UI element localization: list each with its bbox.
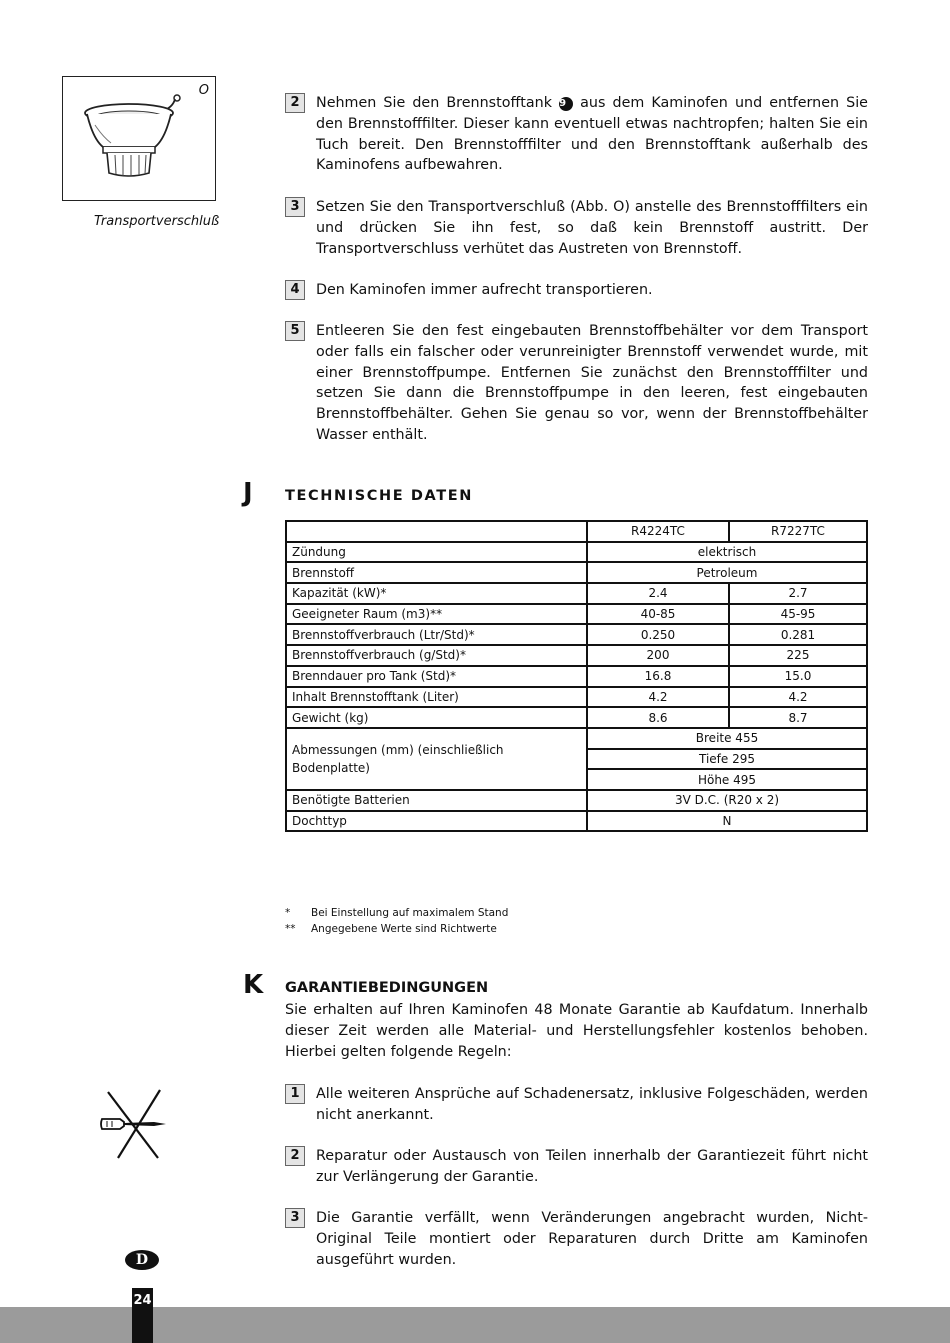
row-value: 200 [587,645,729,666]
row-label: Geeigneter Raum (m3)** [286,604,587,625]
model-header: R7227TC [729,521,867,542]
table-row [286,666,867,687]
row-value: Tiefe 295 [587,749,867,770]
step-number: 1 [285,1084,305,1104]
table-row [286,811,867,832]
row-value: Petroleum [587,562,867,583]
model-header: R4224TC [587,521,729,542]
row-value: 0.281 [729,624,867,645]
table-row [286,728,867,749]
step-number: 3 [285,197,305,217]
row-value: 2.4 [587,583,729,604]
step-item [285,321,868,446]
step-item [285,1084,868,1126]
row-value: 15.0 [729,666,867,687]
step-item [285,197,868,259]
transport-cap-icon [63,77,217,202]
step-number: 3 [285,1208,305,1228]
table-row [286,687,867,708]
row-label: Inhalt Brennstofftank (Liter) [286,687,587,708]
row-value: 3V D.C. (R20 x 2) [587,790,867,811]
row-value: 40-85 [587,604,729,625]
row-label: Zündung [286,542,587,563]
row-label: Gewicht (kg) [286,707,587,728]
footnotes [285,905,508,937]
table-row [286,542,867,563]
step-item [285,280,868,301]
footnote: ** Angegebene Werte sind Richtwerte [285,923,497,935]
table-row [286,645,867,666]
step-item [285,93,868,176]
row-value: 225 [729,645,867,666]
footnote: * Bei Einstellung auf maximalem Stand [285,907,509,919]
row-value: 45-95 [729,604,867,625]
row-value: 2.7 [729,583,867,604]
row-label: Abmessungen (mm) (einschließlich Bodenplatte) [286,728,587,790]
section-intro: Sie erhalten auf Ihren Kaminofen 48 Monate Garantie ab Kaufdatum. Innerhalb dieser Zeit werden alle Material- und Herstellungsfehler kostenlos behoben. Hierbei gelten folgende Regeln: [285,1002,868,1060]
section-letter: J [243,478,253,508]
section-title: TECHNISCHE DATEN [285,488,473,504]
row-label: Dochttyp [286,811,587,832]
row-value: 16.8 [587,666,729,687]
step-number: 2 [285,93,305,113]
step-number: 5 [285,321,305,341]
reference-number-badge: 9 [559,97,573,111]
step-item [285,1146,868,1188]
section-title: GARANTIEBEDINGUNGEN [285,980,489,996]
row-value: 4.2 [587,687,729,708]
figure-caption: Transportverschluß [94,214,220,229]
no-screwdriver-icon [96,1088,176,1162]
figure-transport-cap [62,76,216,201]
table-row [286,562,867,583]
table-row [286,790,867,811]
table-row [286,604,867,625]
technical-data-table [285,520,868,832]
figure-letter: O [198,83,209,98]
row-label: Brennstoffverbrauch (Ltr/Std)* [286,624,587,645]
row-label: Benötigte Batterien [286,790,587,811]
table-row [286,583,867,604]
row-label: Brenndauer pro Tank (Std)* [286,666,587,687]
row-label: Kapazität (kW)* [286,583,587,604]
section-letter: K [243,970,264,1000]
page-number: 24 [132,1288,153,1343]
table-row [286,707,867,728]
step-text: Den Kaminofen immer aufrecht transportieren. [316,282,653,298]
step-number: 2 [285,1146,305,1166]
step-text: Reparatur oder Austausch von Teilen innerhalb der Garantiezeit führt nicht zur Verlängerung der Garantie. [316,1148,868,1185]
row-value: 4.2 [729,687,867,708]
step-text: Alle weiteren Ansprüche auf Schadenersatz, inklusive Folgeschäden, werden nicht anerkannt. [316,1086,868,1123]
row-value: 8.6 [587,707,729,728]
row-label: Brennstoff [286,562,587,583]
table-cell [286,521,587,542]
step-text: Setzen Sie den Transportverschluß (Abb. O) anstelle des Brennstofffilters ein und drücken Sie ihn fest, so daß kein Brennstoff austritt. Der Transportverschluss verhütet das Austreten von Brennstoff. [316,199,868,257]
language-badge: D [125,1250,159,1270]
row-value: N [587,811,867,832]
row-value: Höhe 495 [587,769,867,790]
row-label: Brennstoffverbrauch (g/Std)* [286,645,587,666]
step-number: 4 [285,280,305,300]
table-header-row [286,521,867,542]
row-value: 8.7 [729,707,867,728]
step-text: Entleeren Sie den fest eingebauten Brennstoffbehälter vor dem Transport oder falls ein falscher oder verunreinigter Brennstoff verwendet wurde, mit einer Brennstoffpumpe. Entfernen Sie zunächst den Brennstofffilter und setzen Sie dann die Brennstoffpumpe in den leeren, fest eingebauten Brennstoffbehälter. Gehen Sie genau so vor, wenn der Brennstoffbehälter Wasser enthält. [316,323,868,443]
row-value: elektrisch [587,542,867,563]
step-item [285,1208,868,1270]
row-value: Breite 455 [587,728,867,749]
step-text: Die Garantie verfällt, wenn Veränderungen angebracht wurden, Nicht-Original Teile montiert oder Reparaturen durch Dritte am Kaminofen ausgeführt wurden. [316,1210,868,1268]
row-value: 0.250 [587,624,729,645]
table-row [286,624,867,645]
step-text: Nehmen Sie den Brennstofftank 9 aus dem Kaminofen und entfernen Sie den Brennstofffilter. Dieser kann eventuell etwas nachtropfen; halten Sie ein Tuch bereit. Den Brennstofffilter und den Brennstofftank außerhalb des Kaminofens aufbewahren. [316,95,868,174]
